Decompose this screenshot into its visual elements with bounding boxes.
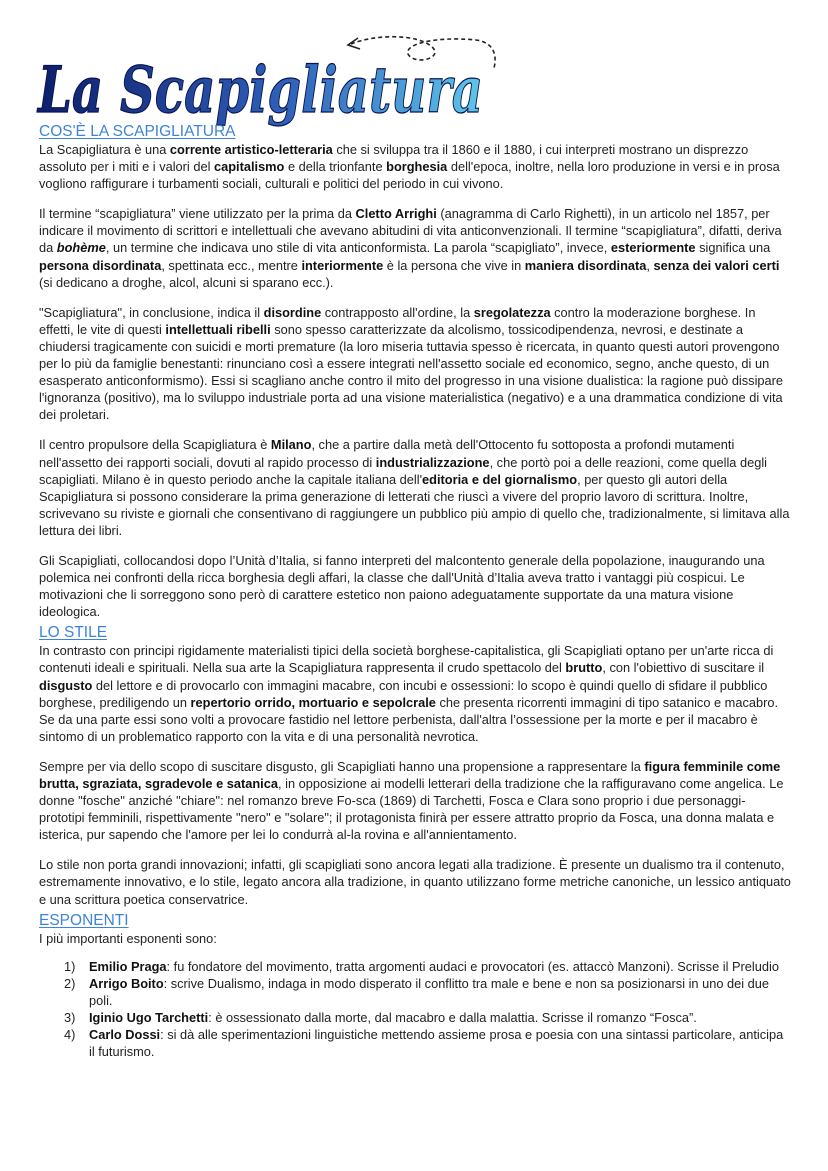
section-heading-stile: LO STILE <box>39 624 108 642</box>
title-logo <box>36 30 496 130</box>
paragraph: Gli Scapigliati, collocandosi dopo l’Unità d’Italia, si fanno interpreti del malcontento generale della popolazione, inaugurando una polemica nei confronti della ricca borghesia degli affari, la classe che dall'Unità d’Italia aveva tratto i vantaggi più cospicui. Le motivazioni che li sorreggono sono però di carattere estetico non paiono adeguatamente supportate da una matura visione ideologica. <box>39 552 765 620</box>
paragraph: Il centro propulsore della Scapigliatura è Milano, che a partire dalla metà dell'Ottocento fu sottoposta a profondi mutamenti nell'assetto dei rapporti sociali, dovuti al rapido processo di industrializzazione, che portò poi a delle reazioni, come quella degli scapigliati. Milano è in questo periodo anche la capitale italiana dell'editoria e del giornalismo, per questo gli autori della Scapigliatura si possono considerare la prima generazione di letterati che riuscì a vivere del proprio lavoro di scrittura. Inoltre, scrivevano su riviste e giornali che consentivano di raggiungere un pubblico più ampio di quello che, tradizionalmente, si limitava alla lettura dei libri. <box>39 437 790 538</box>
list-intro: I più importanti esponenti sono: <box>39 930 217 946</box>
section-heading-cos-e: COS'È LA SCAPIGLIATURA <box>39 123 236 140</box>
authors-list <box>39 958 791 1061</box>
list-item: 2) Arrigo Boito: scrive Dualismo, indaga in modo disperato il conflitto tra male e bene e non sa posizionarsi in uno dei due poli. <box>64 975 769 1008</box>
paragraph: "Scapigliatura", in conclusione, indica il disordine contrapposto all'ordine, la sregolatezza contro la moderazione borghese. In effetti, le vite di questi intellettuali ribelli sono spesso caratterizzate da alcolismo, tossicodipendenza, nevrosi, e destinate a chiudersi tragicamente con suicidi e morti premature (la loro miseria tuttavia spesso è ricercata, in quanto questi autori provengono per lo più da famiglie benestanti: rinunciano così a essere integrati nell'assetto sociale ed economico, segno, anche questo, di un esasperato anticonformismo). Essi si scagliano anche contro il mito del progresso in una visione dualistica: la ragione può dissipare l'ignoranza (positivo), ma lo sviluppo industriale porta ad una visione materialistica (negativo) e a una drammatica condizione di vita dei proletari. <box>39 304 784 423</box>
list-item: 1) Emilio Praga: fu fondatore del movimento, tratta argomenti audaci e provocatori (es. attaccò Manzoni). Scrisse il Preludio <box>64 958 779 974</box>
list-item: 3) Iginio Ugo Tarchetti: è ossessionato dalla morte, dal macabro e dalla malattia. Scrisse il romanzo “Fosca”. <box>64 1010 697 1026</box>
document-body <box>39 123 791 1060</box>
paragraph: Sempre per via dello scopo di suscitare disgusto, gli Scapigliati hanno una propensione a rappresentare la figura femminile come brutta, sgraziata, sgradevole e satanica, in opposizione ai modelli letterari della tradizione che la raffiguravano come angelica. Le donne "fosche" anziché "chiare": nel romanzo breve Fo-sca (1869) di Tarchetti, Fosca e Clara sono proprio i due personaggi-prototipi femminili, rispettivamente "nero" e "solare"; il protagonista finirà per essere attratto proprio da Fosca, una donna malata e isterica, pur sapendo che l'amore per lei lo condurrà al-la rovina e all'annientamento. <box>39 758 784 843</box>
paragraph: La Scapigliatura è una corrente artistico-letteraria che si sviluppa tra il 1860 e il 1880, i cui interpreti mostrano un disprezzo assoluto per i miti e i valori del capitalismo e della trionfante borghesia dell'epoca, inoltre, nella loro produzione in versi e in prosa vogliono raffigurare i turbamenti sociali, culturali e politici del periodo in cui vivono. <box>39 142 780 192</box>
paragraph: Lo stile non porta grandi innovazioni; infatti, gli scapigliati sono ancora legati alla tradizione. È presente un dualismo tra il contenuto, estremamente innovativo, e lo stile, legato ancora alla tradizione, in quanto utilizzano forme metriche canoniche, un lessico antiquato e una scrittura poetica conservatrice. <box>39 857 791 907</box>
section-heading-esponenti: ESPONENTI <box>39 911 129 929</box>
paragraph: Il termine “scapigliatura” viene utilizzato per la prima da Cletto Arrighi (anagramma di Carlo Righetti), in un articolo nel 1857, per indicare il movimento di scrittori e intellettuali che avevano abitudini di vita anticonvenzionali. Il termine “scapigliatura”, difatti, deriva da bohème, un termine che indicava uno stile di vita anticonformista. La parola “scapigliato”, invece, esteriormente significa una persona disordinata, spettinata ecc., mentre interiormente è la persona che vive in maniera disordinata, senza dei valori certi (si dedicano a droghe, alcol, alcuni si sparano ecc.). <box>39 206 782 290</box>
page-title: La Scapigliatura <box>36 53 483 128</box>
list-item: 4) Carlo Dossi: si dà alle sperimentazioni linguistiche mettendo assieme prosa e poesia con una sintassi particolare, anticipa il futurismo. <box>64 1027 784 1060</box>
paragraph: In contrasto con principi rigidamente materialisti tipici della società borghese-capitalistica, gli Scapigliati optano per un'arte ricca di contenuti ideali e spirituali. Nella sua arte la Scapigliatura rappresenta il crudo spettacolo del brutto, con l'obiettivo di suscitare il disgusto del lettore e di provocarlo con immagini macabre, con incubi e ossessioni: lo scopo è quindi quello di sfidare il pubblico borghese, prediligendo un repertorio orrido, mortuario e sepolcrale che presenta ricorrenti immagini di tipo satanico e macabro. Se da una parte essi sono volti a provocare fastidio nel lettore perbenista, dall'altra l’ossessione per la morte e per il macabro è sintomo di un problematico rapporto con la vita e di una personalità nevrotica. <box>39 643 779 744</box>
